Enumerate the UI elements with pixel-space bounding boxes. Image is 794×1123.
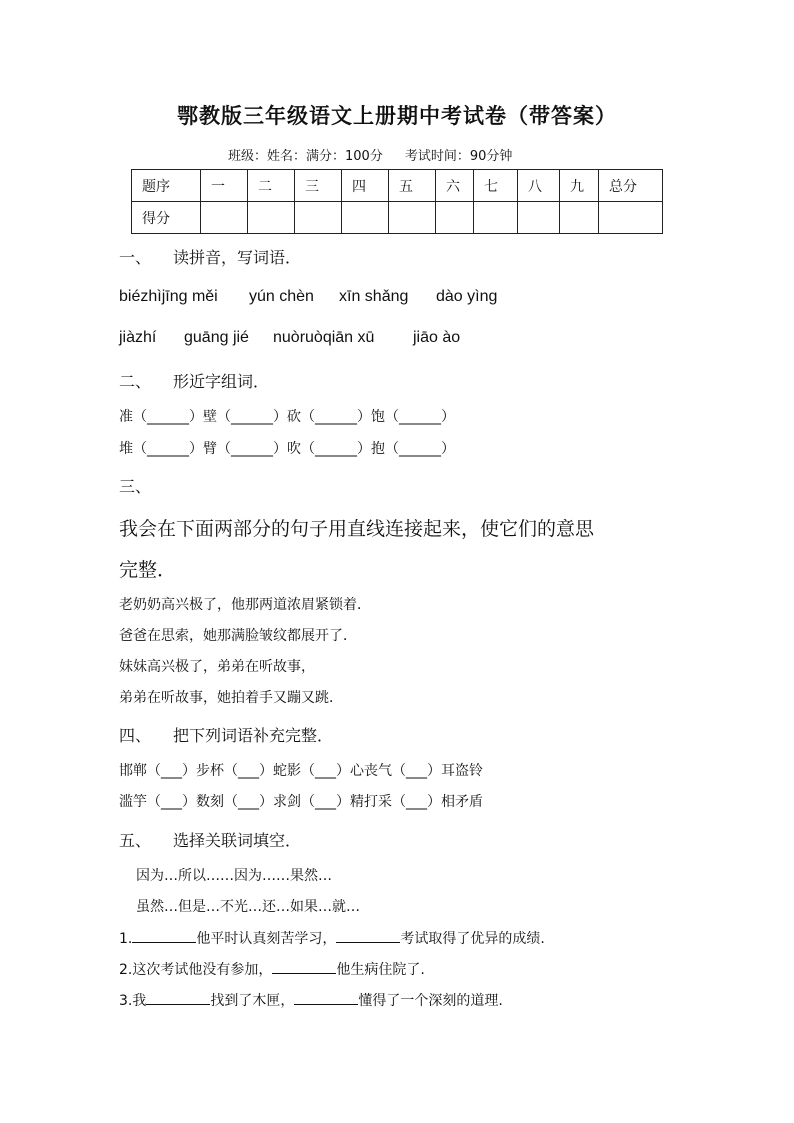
section-3-number: 三、	[119, 477, 152, 496]
question-3	[119, 990, 503, 1010]
answer-blank[interactable]	[294, 990, 358, 1005]
question-2-text-b: 他生病住院了.	[336, 962, 425, 978]
idiom-row-1: 邯郸（___）步杯（___）蛇影（___）心丧气（___）耳盗铃	[119, 763, 483, 779]
header-cell-5: 五	[389, 170, 436, 202]
section-4-number: 四、	[119, 726, 152, 745]
answer-blank[interactable]	[146, 990, 210, 1005]
header-cell-3: 三	[295, 170, 342, 202]
score-row-label: 得分	[132, 202, 201, 234]
question-3-text-b: 找到了木匣，	[210, 993, 295, 1009]
score-cell[interactable]	[248, 202, 295, 234]
pinyin-item: guāng jié	[184, 329, 249, 346]
section-5-heading	[119, 828, 301, 851]
section-2-title: 形近字组词．	[173, 372, 270, 391]
score-table	[131, 169, 663, 234]
header-cell-2: 二	[248, 170, 295, 202]
section-1-title: 读拼音，写词语．	[173, 248, 302, 267]
score-cell[interactable]	[436, 202, 474, 234]
pinyin-item: biézhìjīng měi	[119, 288, 218, 305]
answer-blank[interactable]	[272, 959, 336, 974]
score-table-header-row	[132, 170, 663, 202]
question-1-number: 1.	[119, 931, 133, 947]
score-cell[interactable]	[518, 202, 560, 234]
section-1-heading	[119, 245, 301, 268]
question-3-text-a: 3.我	[119, 993, 147, 1009]
section-2-heading	[119, 369, 269, 392]
section-5-number: 五、	[119, 831, 152, 850]
pinyin-item: yún chèn	[249, 288, 314, 305]
score-cell[interactable]	[560, 202, 599, 234]
pinyin-row-2	[119, 329, 460, 347]
similar-chars-row-2: 堆（______）臂（______）吹（______）抱（______）	[119, 441, 455, 457]
section-1-number: 一、	[119, 248, 152, 267]
question-1	[119, 928, 545, 948]
score-cell[interactable]	[342, 202, 389, 234]
answer-blank[interactable]	[132, 928, 196, 943]
idiom-row-2: 滥竽（___）数刻（___）求剑（___）精打采（___）相矛盾	[119, 794, 483, 810]
header-cell-6: 六	[436, 170, 474, 202]
matching-sentence: 老奶奶高兴极了，他那两道浓眉紧锁着．	[119, 597, 371, 613]
exam-meta	[228, 145, 512, 164]
conjunction-options-1: 因为…所以……因为……果然…	[136, 868, 332, 884]
header-cell-label: 题序	[132, 170, 201, 202]
similar-chars-row-1: 准（______）壁（______）砍（______）饱（______）	[119, 409, 455, 425]
pinyin-row-1	[119, 288, 497, 306]
section-5-title: 选择关联词填空．	[173, 831, 302, 850]
section-4-title: 把下列词语补充完整．	[173, 726, 334, 745]
pinyin-item: jiāo ào	[413, 329, 461, 346]
answer-blank[interactable]	[336, 928, 400, 943]
header-cell-9: 九	[560, 170, 599, 202]
section-3-instruction-line-1: 我会在下面两部分的句子用直线连接起来，使它们的意思	[119, 518, 595, 540]
header-cell-7: 七	[474, 170, 518, 202]
header-cell-4: 四	[342, 170, 389, 202]
pinyin-item: jiàzhí	[119, 329, 157, 346]
score-cell[interactable]	[201, 202, 248, 234]
question-3-text-c: 懂得了一个深刻的道理.	[358, 993, 503, 1009]
class-name-score-label: 班级：姓名：满分：100分	[228, 149, 383, 164]
pinyin-item: xīn shǎng	[339, 288, 409, 305]
question-1-text-b: 考试取得了优异的成绩.	[400, 931, 545, 947]
question-2-text-a: 2.这次考试他没有参加，	[119, 962, 273, 978]
conjunction-options-2: 虽然…但是…不光…还…如果…就…	[136, 899, 360, 915]
score-cell[interactable]	[295, 202, 342, 234]
score-table-score-row	[132, 202, 663, 234]
section-4-heading	[119, 723, 333, 746]
header-cell-total: 总分	[599, 170, 663, 202]
section-3-instruction-line-2: 完整．	[119, 559, 177, 581]
matching-sentence: 爸爸在思索，她那满脸皱纹都展开了．	[119, 628, 357, 644]
section-2-number: 二、	[119, 372, 152, 391]
exam-time-label: 考试时间：90分钟	[404, 149, 513, 164]
header-cell-1: 一	[201, 170, 248, 202]
score-cell[interactable]	[599, 202, 663, 234]
header-cell-8: 八	[518, 170, 560, 202]
score-cell[interactable]	[474, 202, 518, 234]
question-1-text-a: 他平时认真刻苦学习，	[196, 931, 337, 947]
pinyin-item: nuòruòqiān xū	[273, 329, 375, 346]
matching-sentence: 弟弟在听故事，她拍着手又蹦又跳．	[119, 690, 343, 706]
question-2	[119, 959, 425, 979]
page-title: 鄂教版三年级语文上册期中考试卷（带答案）	[177, 103, 617, 128]
score-cell[interactable]	[389, 202, 436, 234]
matching-sentence: 妹妹高兴极了，弟弟在听故事，	[119, 659, 315, 675]
pinyin-item: dào yìng	[436, 288, 498, 305]
